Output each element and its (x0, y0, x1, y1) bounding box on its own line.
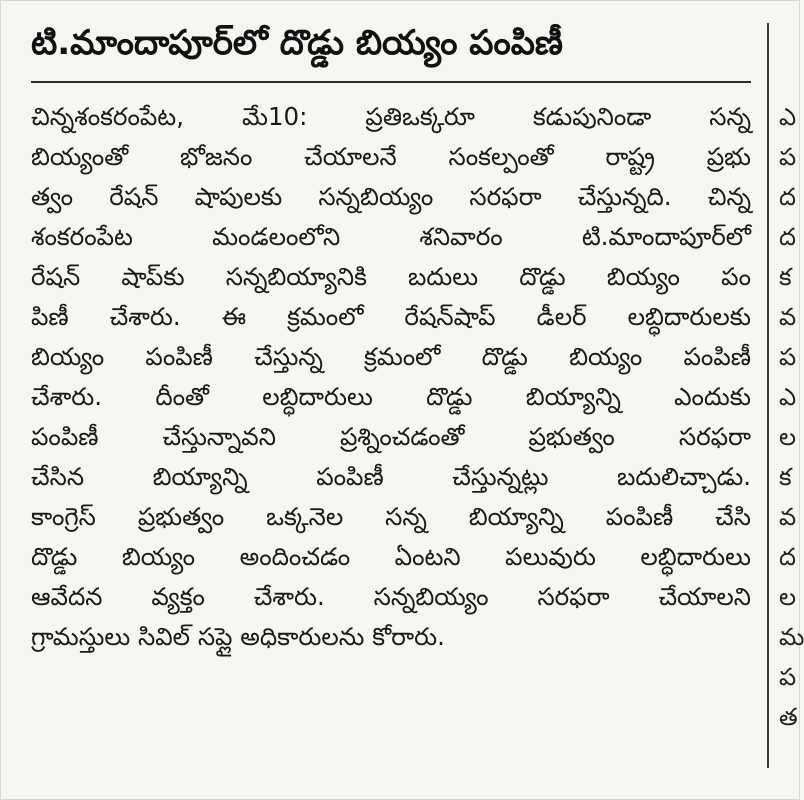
article-line: చేసిన బియ్యాన్ని పంపిణీ చేస్తున్నట్లు బదులిచ్చాడు. (31, 462, 751, 491)
fragment-char: క (779, 463, 792, 491)
fragment-char: ప (779, 663, 797, 691)
fragment-char: ఎ (779, 383, 797, 411)
article-line: చేశారు. దీంతో లబ్ధిదారులు దొడ్డు బియ్యాన్ని ఎందుకు (31, 382, 751, 411)
article-line: ఆవేదన వ్యక్తం చేశారు. సన్నబియ్యం సరఫరా చేయాలని (31, 582, 751, 611)
fragment-char: ల (779, 583, 797, 611)
fragment-char: ద (779, 183, 796, 211)
article-line: గ్రామస్తులు సివిల్ సప్లై అధికారులను కోరారు. (31, 622, 445, 651)
article-line: కాంగ్రెస్ ప్రభుత్వం ఒక్కనెల సన్న బియ్యాన్ని పంపిణీ చేసి (31, 502, 751, 531)
headline-rule (31, 81, 751, 83)
fragment-char: ద (779, 223, 796, 251)
fragment-char: ల (779, 423, 797, 451)
column-divider (767, 23, 769, 768)
article-line: పంపిణీ చేస్తున్నావని ప్రశ్నించడంతో ప్రభుత్వం సరఫరా (31, 422, 751, 451)
fragment-char: ప (779, 343, 797, 371)
fragment-char: మ (779, 623, 804, 651)
fragment-char: ఎ (779, 103, 797, 131)
article-line: శంకరంపేట మండలంలోని శనివారం టి.మాందాపూర్‌లో (31, 222, 751, 251)
fragment-char: ద (779, 543, 796, 571)
article-line: దొడ్డు బియ్యం అందించడం ఏంటని పలువురు లబ్ధిదారులు (31, 542, 751, 571)
article-line: బియ్యం పంపిణీ చేస్తున్న క్రమంలో దొడ్డు బియ్యం పంపిణీ (31, 342, 751, 371)
article-line: రేషన్ షాప్‌కు సన్నబియ్యానికి బదులు దొడ్డు బియ్యం పం (31, 262, 751, 291)
fragment-char: వ (779, 503, 797, 531)
article-body (31, 97, 751, 657)
article-line: బియ్యంతో భోజనం చేయాలనే సంకల్పంతో రాష్ట్ర ప్రభు (31, 142, 751, 171)
fragment-char: క (779, 263, 792, 291)
article-line: చిన్నశంకరంపేట, మే10: ప్రతిఒక్కరూ కడుపునిండా సన్న (31, 102, 751, 131)
fragment-char: త (779, 703, 798, 731)
adjacent-column-fragment (779, 97, 804, 737)
fragment-char: వ (779, 303, 797, 331)
fragment-char: ప (779, 143, 797, 171)
article-line: త్వం రేషన్ షాపులకు సన్నబియ్యం సరఫరా చేస్తున్నది. చిన్న (31, 182, 751, 211)
article-line: పిణీ చేశారు. ఈ క్రమంలో రేషన్‌షాప్ డీలర్ లబ్ధిదారులకు (31, 302, 751, 331)
headline: టి.మాందాపూర్‌లో దొడ్డు బియ్యం పంపిణీ (31, 23, 563, 63)
